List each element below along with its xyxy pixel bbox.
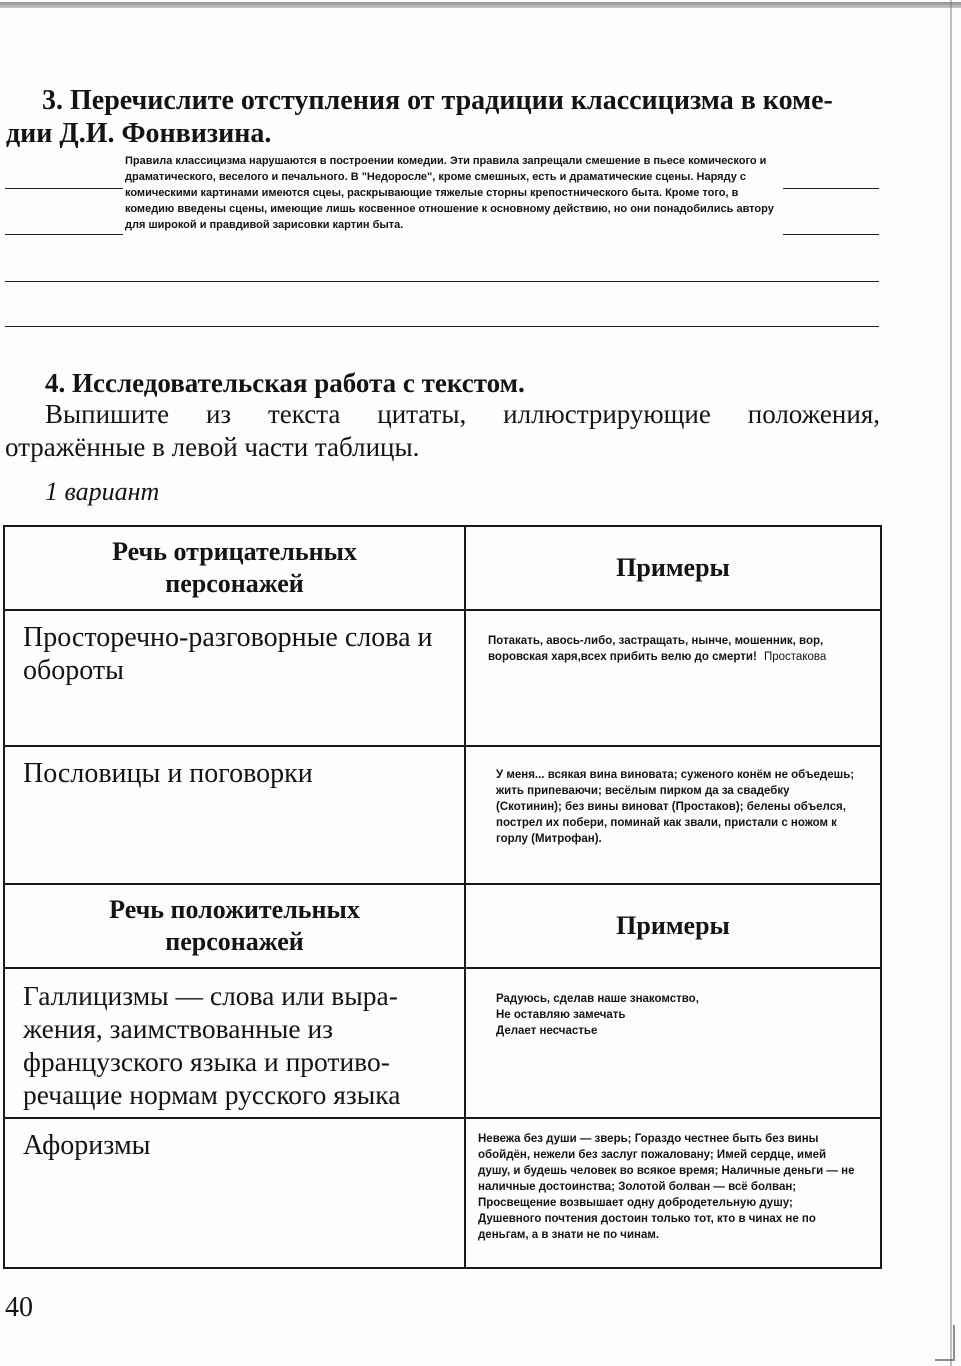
speech-analysis-table [3,525,882,1269]
table-header-row [4,884,881,968]
scan-corner-mark [935,1325,955,1361]
table-header-row [4,526,881,610]
example-cell [465,968,881,1118]
task-4-instruction-line-2: отражённые в левой части таблицы. [5,432,420,462]
writing-line [783,188,879,189]
example-speaker: Простакова [763,651,827,663]
header-positive-speech [4,884,465,968]
header-negative-speech-label: Речь отрицательных персонажей [112,537,357,598]
task-3-answer: Правила классицизма нарушаются в построении комедии. Эти правила запрещали смешение в пьесе комического и драматического, веселого и печального. В "Недоросле", кроме смешных, есть и драматические сцены. Наряду с комическими картинами имеются сцеы, раскрывающие тяжелые сторны крепостнического быта. Кроме того, в комедию введены сцены, имеющие лишь косвенное отношение к основному действию, но они понадобились автору для широкой и правдивой зарисовки картин быта. [125,155,774,231]
writing-line [5,326,879,327]
header-examples: Примеры [465,526,881,610]
table-row [4,1118,881,1268]
header-examples: Примеры [465,884,881,968]
task-3-title [6,84,886,150]
scan-right-edge [950,0,952,1366]
category-cell: Просторечно-разговорные слова и обороты [4,610,465,746]
table-row [4,746,881,884]
variant-label: 1 вариант [45,477,160,506]
header-positive-speech-label: Речь положительных персонажей [109,895,360,956]
table-row [4,610,881,746]
task-4-instruction-line-1: Выпишите из текста цитаты, иллюстрирующие положения, [45,399,880,429]
header-negative-speech [4,526,465,610]
writing-line [783,234,879,235]
category-cell: Пословицы и поговорки [4,746,465,884]
task-4-title: 4. Исследовательская работа с текстом. [45,368,525,398]
task-3-title-line-2: дии Д.И. Фонвизина. [6,118,272,149]
example-cell [465,746,881,884]
example-text: Невежа без души — зверь; Гораздо честнее быть без вины обойдён, нежели без заслуг пожаловану; Имей сердце, имей душу, и будешь человек во всякое время; Наличные деньги — не наличные достоинства; Золотой болван — всё болван; Просвещение возвышает одну добродетельную душу; Душевного почтения достоин только тот, кто в чинах не по деньгам, а в знати не по чинам. [478,1133,855,1241]
page-number: 40 [5,1292,33,1323]
scan-top-edge [0,2,961,8]
example-text: У меня... всякая вина виновата; суженого конём не объедешь; жить припеваючи; весёлым пирком да за свадебку (Скотинин); без вины виноват (Простаков); белены объелся, пострел их побери, поминай как звали, пристали с ножом к горлу (Митрофан). [496,769,855,845]
example-line: Не оставляю замечать [496,1009,626,1021]
writing-line [5,188,123,189]
writing-line [5,234,123,235]
category-cell: Галлицизмы — слова или выра-жения, заимствованные из французского языка и противо-речащие нормам русского языка [4,968,465,1118]
writing-line [5,281,879,282]
task-4-instruction [5,398,880,464]
category-cell: Афоризмы [4,1118,465,1268]
example-line: Делает несчастье [496,1025,598,1037]
example-line: Радуюсь, сделав наше знакомство, [496,993,699,1005]
example-cell [465,1118,881,1268]
example-text: Потакать, авось-либо, застращать, нынче, мошенник, вор, воровская харя,всех прибить велю до смерти! [488,635,824,663]
example-cell [465,610,881,746]
table-row [4,968,881,1118]
task-3-title-line-1: 3. Перечислите отступления от традиции классицизма в коме- [42,85,833,116]
